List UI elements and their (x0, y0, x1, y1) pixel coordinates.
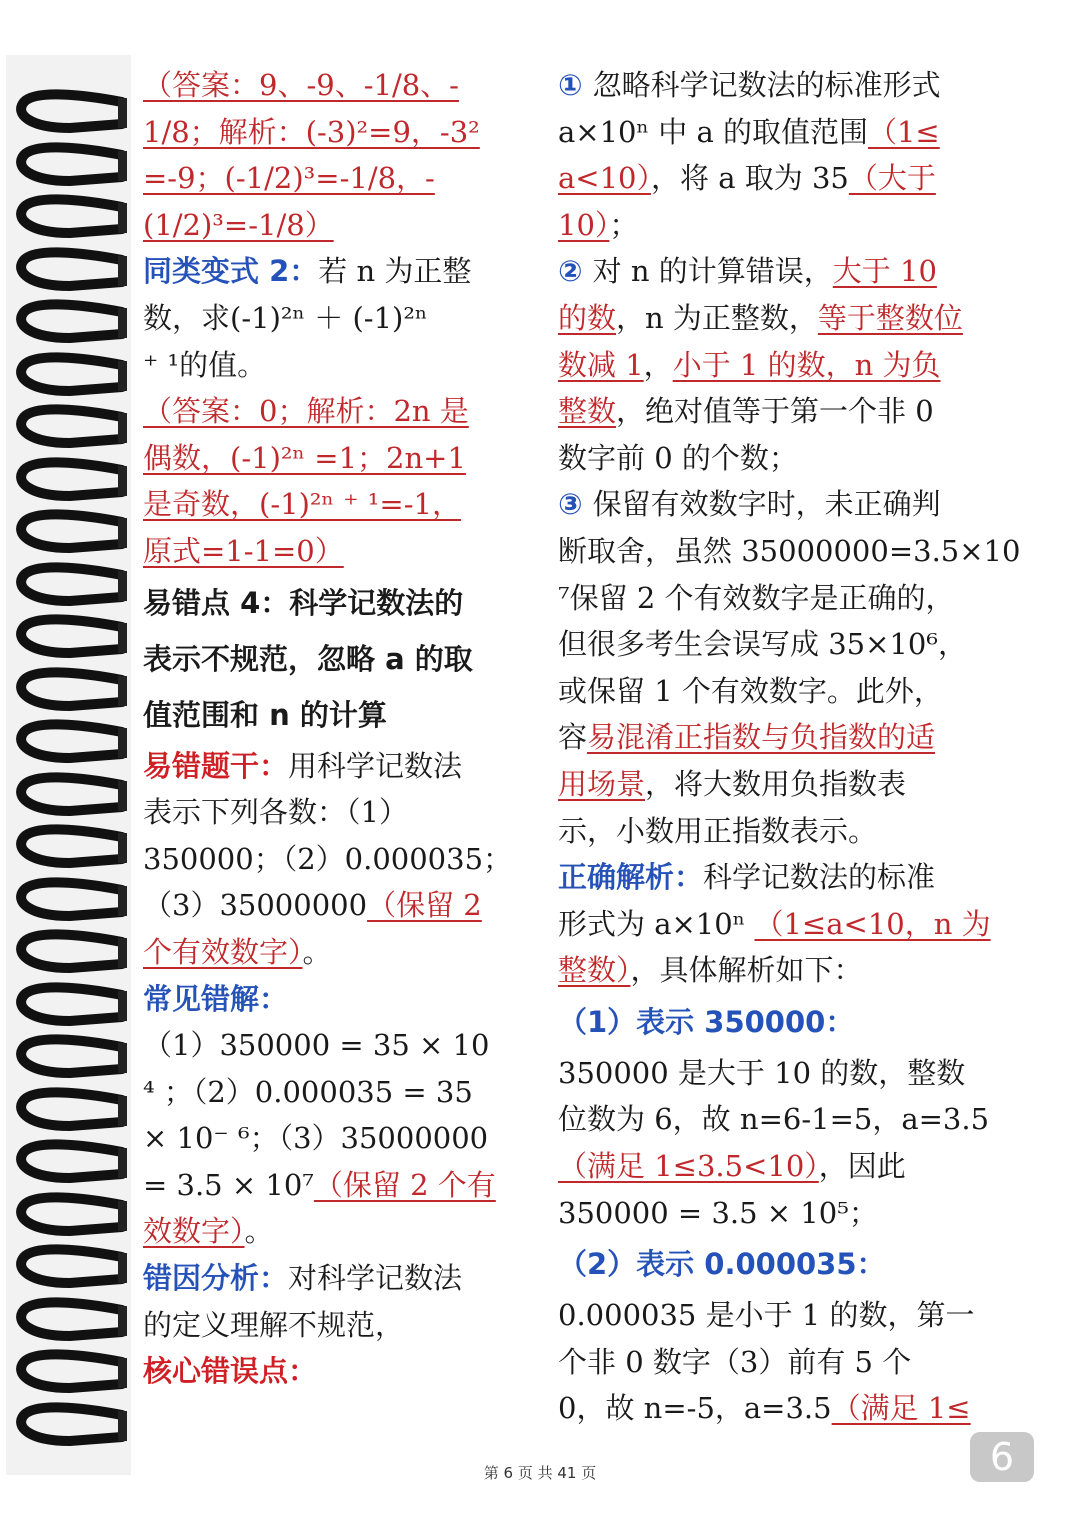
text-line (558, 528, 1021, 575)
text-segment: 但很多考生会误写成 35×10⁶， (558, 627, 967, 662)
text-line (143, 1255, 523, 1302)
text-segment: ， (643, 347, 673, 382)
spiral-ring-icon (10, 1243, 128, 1293)
spiral-ring-icon (10, 981, 128, 1031)
text-segment: 用科学记数法 (288, 748, 463, 783)
text-line (143, 481, 523, 528)
spiral-ring-icon (10, 928, 128, 978)
text-segment: 若 n 为正整 (318, 254, 472, 289)
text-line (143, 743, 523, 790)
text-line (143, 631, 523, 687)
spiral-ring-icon (10, 771, 128, 821)
answer-highlight: （答案：9、-9、-1/8、- (143, 68, 459, 102)
text-segment: 。 (244, 1214, 274, 1249)
text-segment: 示，小数用正指数表示。 (558, 813, 878, 848)
text-segment: 350000 是大于 10 的数，整数 (558, 1055, 966, 1090)
text-line (143, 342, 523, 389)
text-segment: 数字前 0 的个数； (558, 440, 798, 475)
spiral-ring-icon (10, 1033, 128, 1083)
text-segment: 0.000035 是小于 1 的数，第一 (558, 1298, 975, 1333)
text-line (558, 109, 1018, 156)
spiral-ring-icon (10, 876, 128, 926)
text-line (143, 62, 523, 109)
text-line (558, 854, 1018, 901)
text-segment: ，绝对值等于第一个非 0 (616, 394, 934, 429)
heading-label: （1）表示 350000： (558, 1004, 855, 1039)
text-segment: 表示下列各数：（1） (143, 795, 408, 830)
text-segment: 科学记数法的标准 (703, 860, 936, 895)
answer-highlight: 大于 10 (832, 254, 937, 289)
text-segment: ⁴ ；（2）0.000035 = 35 (143, 1074, 473, 1109)
text-line (558, 388, 1018, 435)
heading-label: 错因分析： (143, 1261, 289, 1296)
text-line (558, 1236, 1018, 1292)
text-segment: 断取舍，虽然 35000000=3.5×10 (558, 533, 1021, 568)
text-line (558, 1190, 1018, 1237)
spiral-ring-icon (10, 666, 128, 716)
text-line (558, 248, 1018, 295)
text-line (143, 1348, 523, 1395)
answer-highlight: 偶数，(-1)²ⁿ =1；2n+1 (143, 440, 466, 475)
heading-label: 易错题干： (143, 748, 289, 783)
answer-highlight: （1≤ (867, 114, 940, 149)
answer-highlight: （答案：0；解析：2n 是 (143, 394, 469, 429)
left-column (143, 62, 523, 1395)
text-line (143, 1115, 523, 1162)
text-line (558, 155, 1018, 202)
text-line (558, 62, 1018, 109)
heading-label: 核心错误点： (143, 1354, 318, 1389)
text-line (143, 575, 523, 631)
text-line (143, 1302, 523, 1349)
text-segment: 容 (558, 720, 588, 755)
spiral-ring-icon (10, 141, 128, 191)
answer-highlight: （1≤a<10，n 为 (754, 906, 991, 941)
text-line (558, 901, 1018, 948)
text-line (558, 435, 1018, 482)
text-line (143, 929, 523, 976)
text-line (143, 248, 523, 295)
text-line (558, 761, 1018, 808)
text-segment: ，将 a 取为 35 (651, 161, 849, 196)
text-segment: 。 (302, 934, 332, 969)
spiral-ring-icon (10, 718, 128, 768)
answer-highlight: 等于整数位 (817, 300, 963, 335)
spiral-ring-icon (10, 193, 128, 243)
text-segment: ，具体解析如下： (630, 953, 863, 988)
answer-highlight: （保留 2 (367, 888, 482, 923)
text-segment: 忽略科学记数法的标准形式 (592, 68, 941, 102)
text-segment: （1）350000 = 35 × 10 (143, 1028, 490, 1063)
text-line (143, 687, 523, 743)
text-line (143, 295, 523, 342)
spiral-ring-icon (10, 1401, 128, 1451)
answer-highlight: 小于 1 的数，n 为负 (672, 347, 941, 382)
answer-highlight: 效数字） (143, 1214, 245, 1249)
answer-highlight: 原式=1-1=0） (143, 533, 344, 568)
text-segment: 350000 = 3.5 × 10⁵； (558, 1195, 878, 1230)
text-segment: 形式为 a×10ⁿ (558, 906, 755, 941)
text-line (558, 1143, 1018, 1190)
heading-label: （2）表示 0.000035： (558, 1247, 886, 1282)
text-segment: × 10⁻ ⁶；（3）35000000 (143, 1121, 489, 1156)
spiral-ring-icon (10, 1191, 128, 1241)
page-footer: 第 6 页 共 41 页 (483, 1464, 597, 1482)
heading-label: ① (558, 68, 593, 102)
text-line (143, 435, 523, 482)
text-segment: 的定义理解不规范， (143, 1307, 405, 1342)
text-line (143, 1022, 523, 1069)
text-line (558, 1096, 1018, 1143)
text-line (558, 481, 1018, 528)
text-line (558, 994, 1018, 1050)
spiral-ring-icon (10, 1296, 128, 1346)
spiral-ring-icon (10, 1086, 128, 1136)
heading-label: ② (558, 254, 593, 289)
text-line (143, 976, 523, 1023)
answer-highlight: 10） (558, 207, 610, 242)
text-segment: = 3.5 × 10⁷ (143, 1167, 314, 1202)
text-segment: 350000；（2）0.000035； (143, 841, 513, 876)
answer-highlight: （满足 1≤ (831, 1391, 971, 1426)
text-segment: ，将大数用负指数表 (645, 766, 907, 801)
text-segment: ⁷保留 2 个有效数字是正确的， (558, 580, 955, 615)
heading-label: 值范围和 n 的计算 (143, 697, 387, 732)
text-line (143, 1208, 523, 1255)
text-line (143, 1069, 523, 1116)
answer-highlight: 是奇数，(-1)²ⁿ ⁺ ¹=-1， (143, 487, 461, 522)
text-line (558, 808, 1018, 855)
answer-highlight: =-9；(-1/2)³=-1/8，- (143, 161, 435, 196)
answer-highlight: 易混淆正指数与负指数的适 (587, 720, 936, 755)
text-segment: 数，求(-1)²ⁿ ＋ (-1)²ⁿ (143, 300, 428, 335)
text-line (558, 1292, 1018, 1339)
answer-highlight: 数减 1 (558, 347, 644, 382)
text-segment: ，因此 (818, 1149, 906, 1184)
spiral-ring-icon (10, 823, 128, 873)
text-line (558, 1385, 1018, 1432)
heading-label: 同类变式 2： (143, 254, 319, 289)
spiral-ring-icon (10, 246, 128, 296)
text-segment: 或保留 1 个有效数字。此外， (558, 673, 943, 708)
text-segment: 对科学记数法 (288, 1261, 463, 1296)
text-line (143, 109, 523, 156)
text-segment: ，n 为正整数， (616, 300, 818, 335)
text-line (558, 1339, 1018, 1386)
heading-label: 表示不规范，忽略 a 的取 (143, 641, 473, 676)
text-line (558, 1050, 1018, 1097)
spiral-ring-icon (10, 298, 128, 348)
heading-label: 常见错解： (143, 981, 289, 1016)
answer-highlight: 1/8；解析：(-3)²=9，-3² (143, 114, 480, 149)
spiral-ring-icon (10, 1348, 128, 1398)
text-segment: 位数为 6，故 n=6-1=5，a=3.5 (558, 1102, 990, 1137)
answer-highlight: a<10） (558, 161, 651, 196)
text-line (143, 155, 523, 202)
text-line (558, 202, 1018, 249)
text-line (143, 1162, 523, 1209)
text-line (143, 388, 523, 435)
spiral-ring-icon (10, 456, 128, 506)
text-segment: a×10ⁿ 中 a 的取值范围 (558, 114, 868, 149)
text-segment: （3）35000000 (143, 888, 368, 923)
text-line (143, 528, 523, 575)
answer-highlight: （保留 2 个有 (313, 1167, 496, 1202)
text-line (143, 202, 523, 249)
text-line (143, 836, 523, 883)
heading-label: 正确解析： (558, 860, 704, 895)
text-segment: 个非 0 数字（3）前有 5 个 (558, 1344, 912, 1379)
answer-highlight: 的数 (558, 300, 617, 335)
spiral-ring-icon (10, 561, 128, 611)
heading-label: 易错点 4：科学记数法的 (143, 585, 464, 620)
text-segment: 对 n 的计算错误， (592, 254, 833, 289)
text-line (558, 668, 1018, 715)
text-line (143, 882, 523, 929)
text-segment: 保留有效数字时，未正确判 (592, 487, 941, 522)
text-segment: 0，故 n=-5，a=3.5 (558, 1391, 832, 1426)
answer-highlight: 整数） (558, 953, 631, 988)
text-line (558, 342, 1018, 389)
text-line (558, 295, 1018, 342)
text-line (558, 714, 1018, 761)
heading-label: ③ (558, 487, 593, 522)
spiral-ring-icon (10, 88, 128, 138)
spiral-ring-icon (10, 351, 128, 401)
spiral-ring-icon (10, 403, 128, 453)
text-segment: ⁺ ¹的值。 (143, 347, 267, 382)
text-line (143, 789, 523, 836)
text-line (558, 621, 1018, 668)
answer-highlight: 整数 (558, 394, 617, 429)
answer-highlight: （满足 1≤3.5<10） (558, 1149, 819, 1184)
spiral-ring-icon (10, 508, 128, 558)
page-number-badge: 6 (970, 1432, 1034, 1482)
spiral-ring-icon (10, 613, 128, 663)
text-line (558, 575, 1018, 622)
text-segment: ； (609, 207, 639, 242)
answer-highlight: (1/2)³=-1/8） (143, 207, 334, 242)
right-column (558, 62, 1021, 1432)
answer-highlight: 个有效数字） (143, 934, 303, 969)
spiral-ring-icon (10, 1138, 128, 1188)
answer-highlight: （大于 (848, 161, 936, 196)
answer-highlight: 用场景 (558, 766, 646, 801)
text-line (558, 947, 1018, 994)
